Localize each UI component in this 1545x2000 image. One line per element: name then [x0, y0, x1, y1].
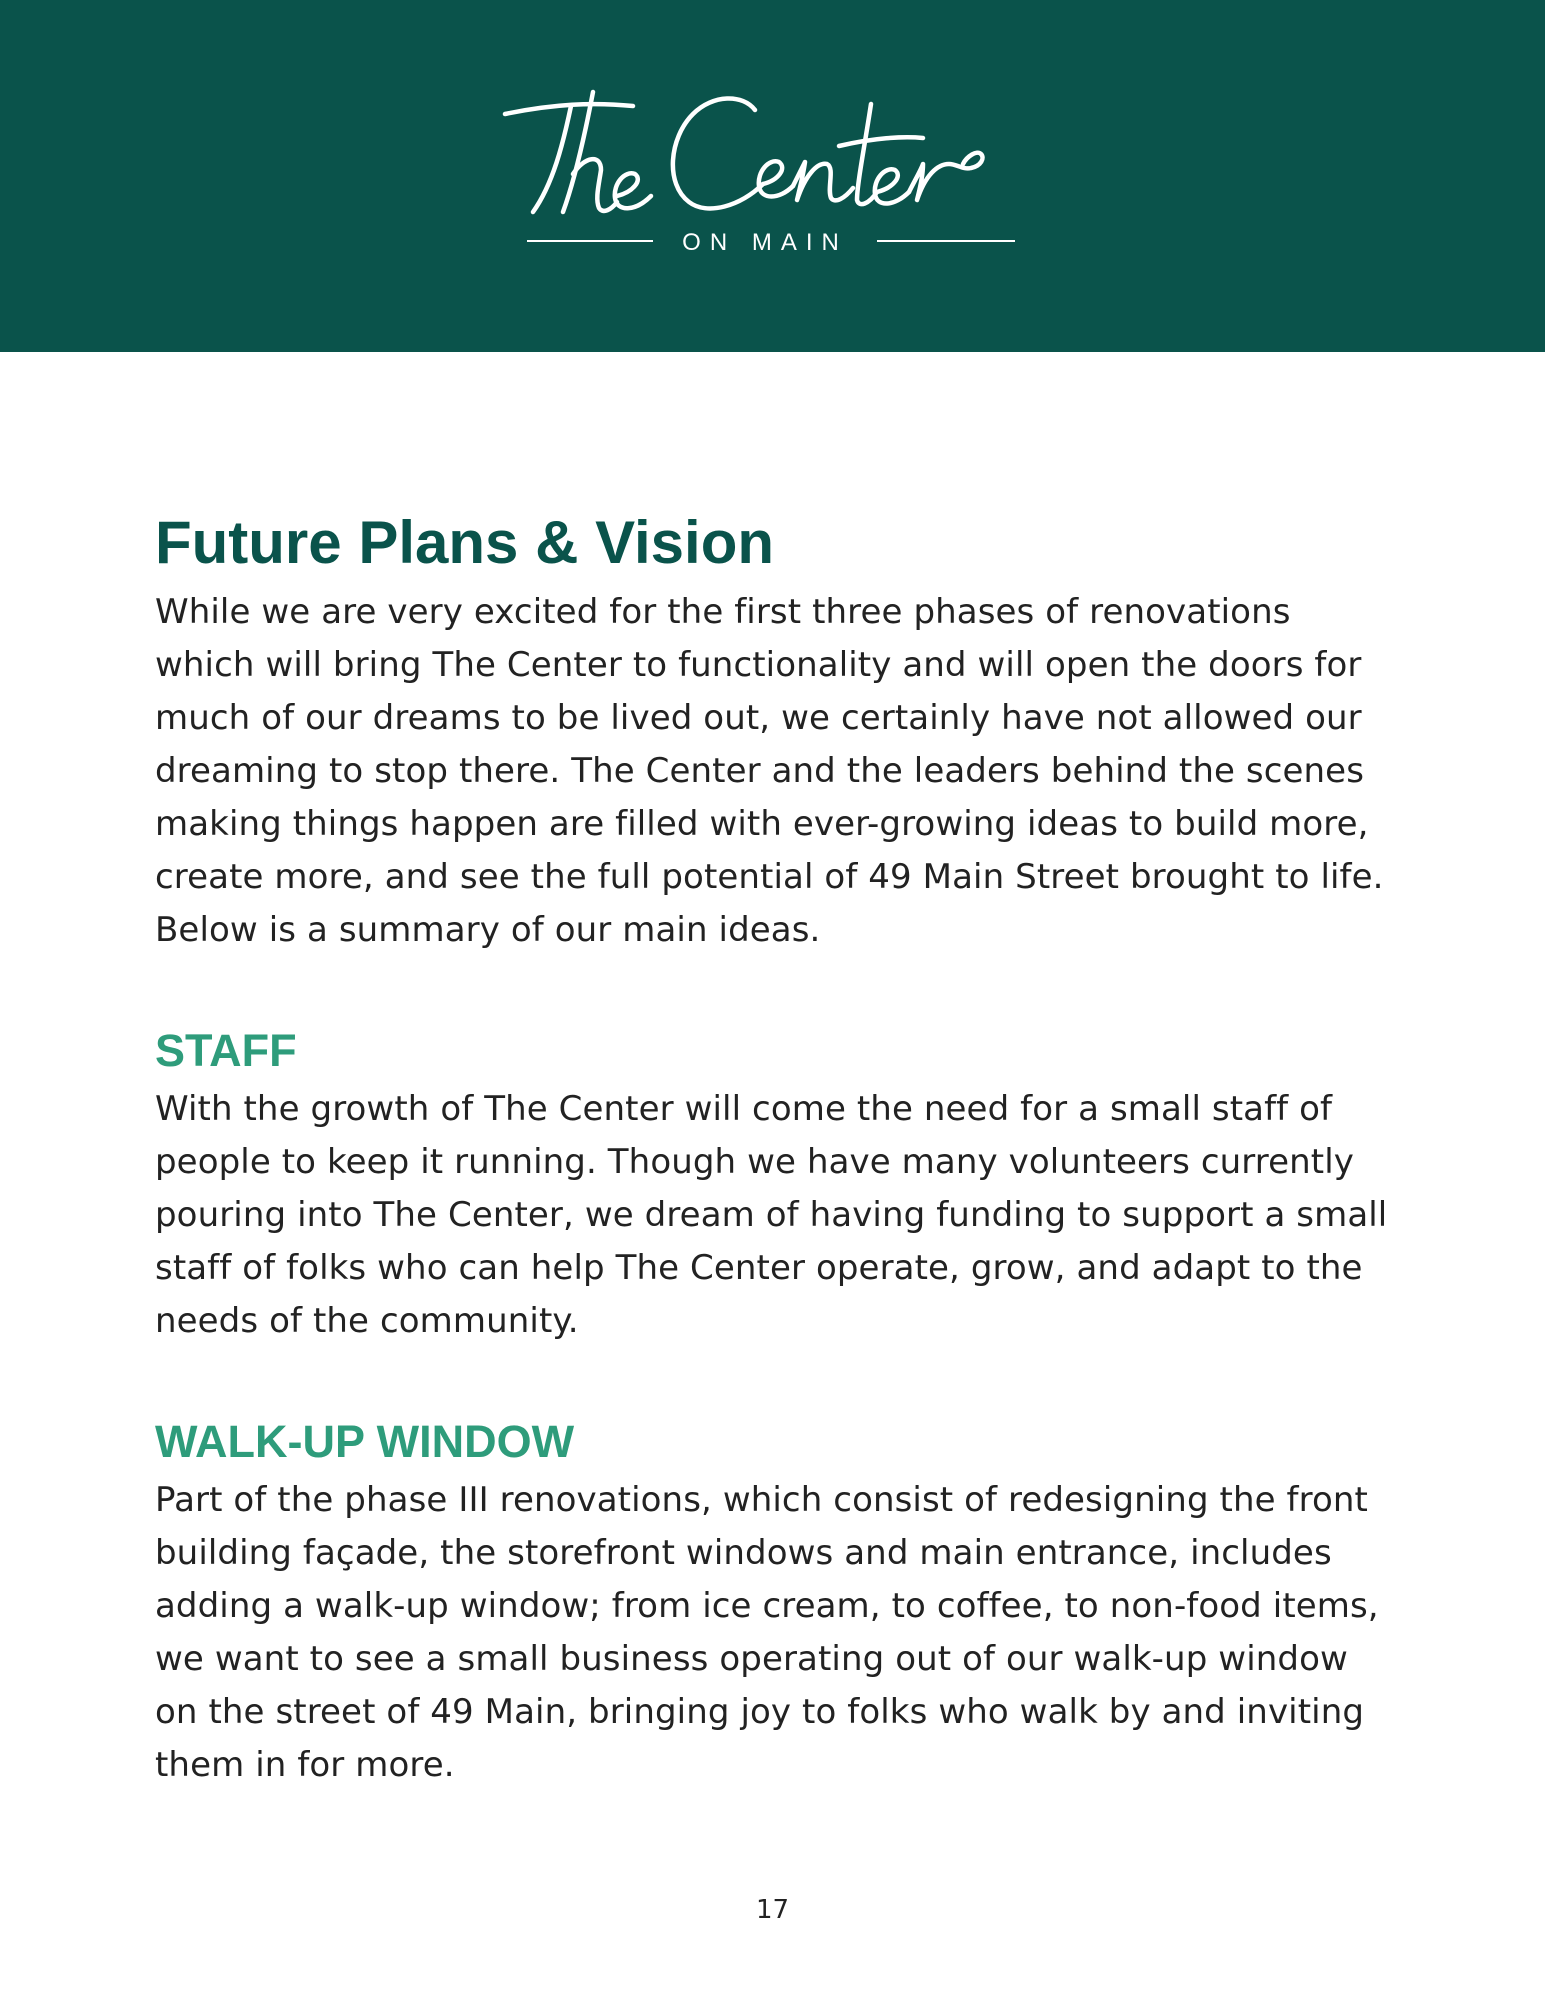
section-heading-walk-up-window: WALK-UP WINDOW: [155, 1416, 575, 1467]
section-heading-staff: STAFF: [155, 1025, 297, 1076]
section-body-staff: With the growth of The Center will come the need for a small staff of people to keep it running. Though we have many volunteers currently pouring into The Center, we dream of having funding to support a small staff of folks who can help The Center operate, grow, and adapt to the needs of the community.: [155, 1089, 1388, 1341]
page-title: Future Plans & Vision: [155, 509, 775, 576]
logo-graphic: [493, 84, 1053, 264]
the-center-on-main-logo: [493, 84, 1053, 264]
intro-paragraph: While we are very excited for the first three phases of renovations which will bring The Center to functionality and will open the doors for much of our dreams to be lived out, we certainly have not allowed our dreaming to stop there. The Center and the leaders behind the scenes making things happen are filled with ever-growing ideas to build more, create more, and see the full potential of 49 Main Street brought to life. Below is a summary of our main ideas.: [155, 592, 1384, 950]
main-content: [155, 500, 1400, 1792]
section-body-walk-up-window: Part of the phase III renovations, which consist of redesigning the front building façade, the storefront windows and main entrance, includes adding a walk-up window; from ice cream, to coffee, to non-food items, we want to see a small business operating out of our walk-up window on the street of 49 Main, bringing joy to folks who walk by and inviting them in for more.: [155, 1480, 1379, 1785]
logo-script-lettering: [505, 92, 983, 212]
page-number: 17: [755, 1895, 790, 1925]
header-banner: [0, 0, 1545, 352]
logo-subtitle: ON MAIN: [682, 229, 848, 256]
